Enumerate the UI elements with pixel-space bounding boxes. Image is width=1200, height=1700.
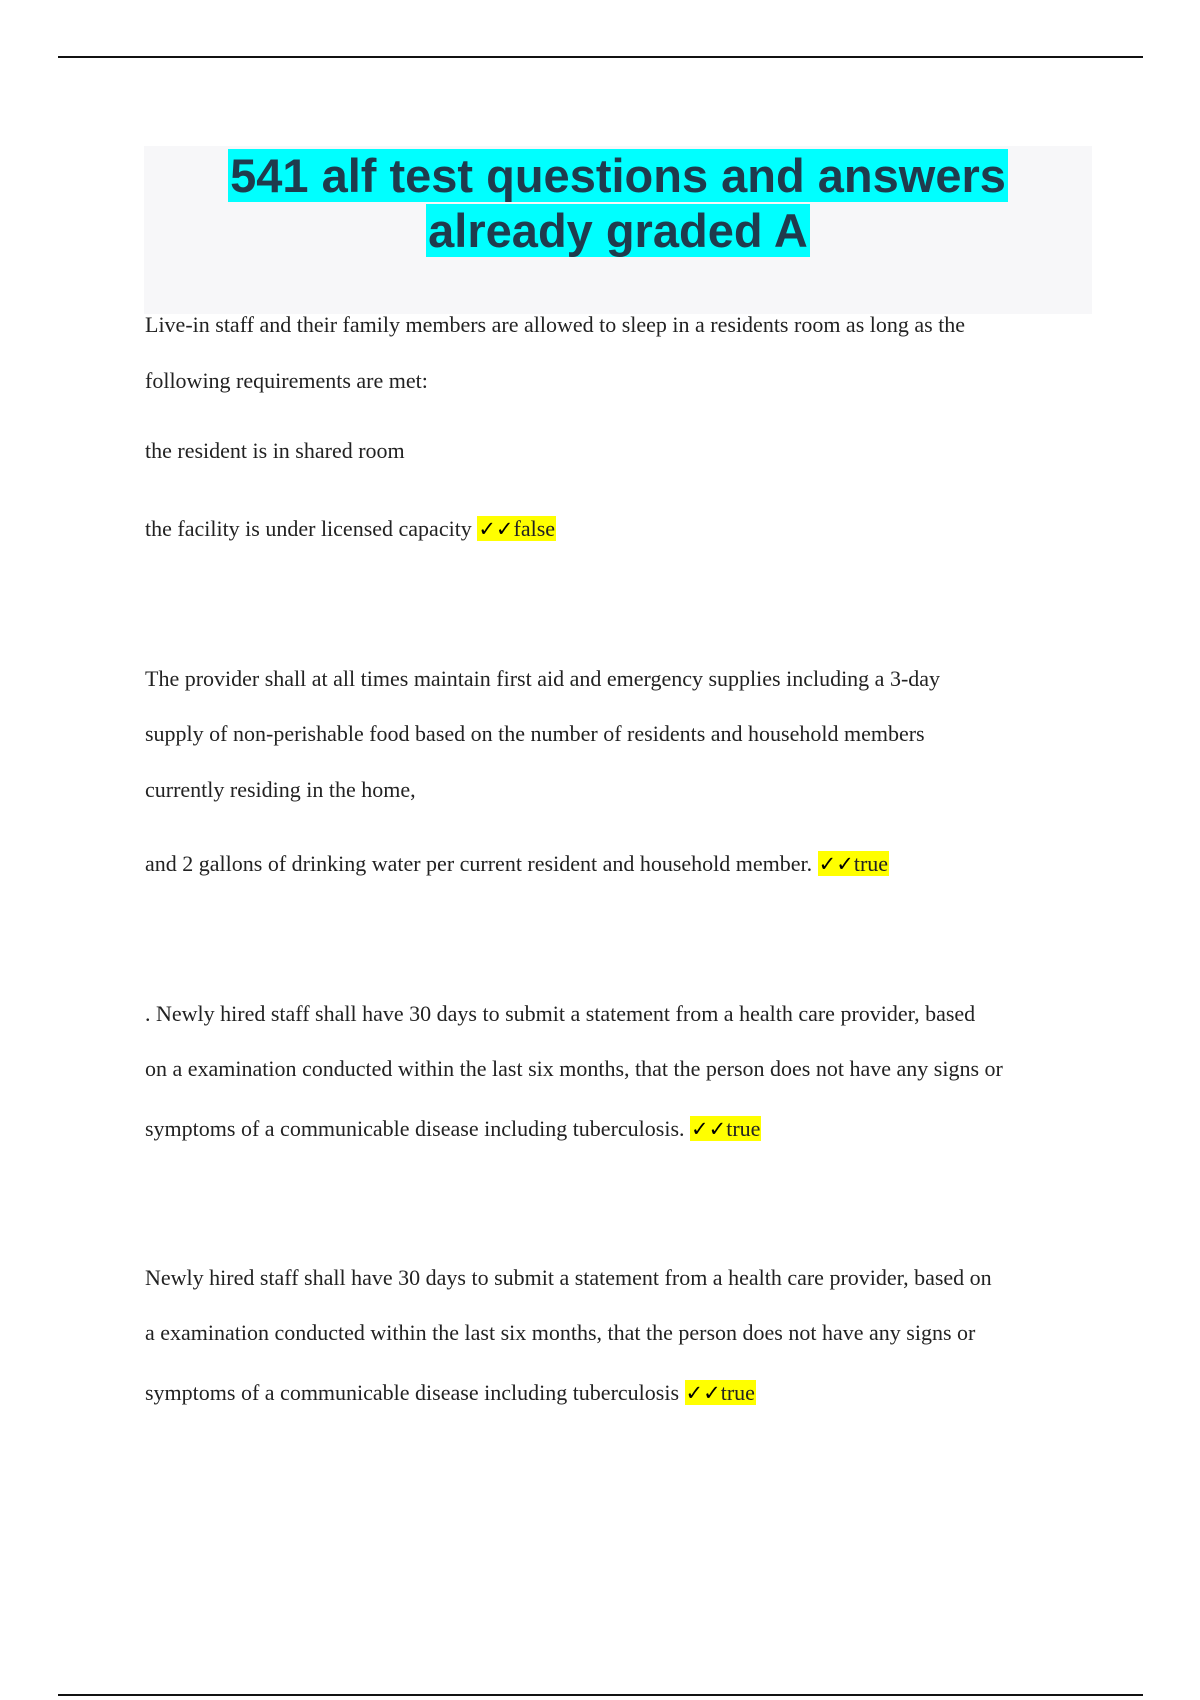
answer-badge bbox=[685, 1380, 756, 1405]
question-1-line-1: Live-in staff and their family members are allowed to sleep in a residents room as long as the bbox=[145, 312, 966, 337]
top-rule bbox=[58, 56, 1143, 58]
answer-badge bbox=[477, 516, 556, 541]
question-4-line-3-text: symptoms of a communicable disease including tuberculosis bbox=[145, 1380, 685, 1405]
answer-text: true bbox=[720, 1380, 755, 1405]
question-1-line-4-text: the facility is under licensed capacity bbox=[145, 516, 478, 541]
double-check-icon: ✓✓ bbox=[818, 852, 854, 876]
question-3-line-3 bbox=[145, 1114, 761, 1144]
double-check-icon: ✓✓ bbox=[478, 517, 514, 541]
double-check-icon: ✓✓ bbox=[685, 1381, 721, 1405]
answer-text: true bbox=[726, 1116, 761, 1141]
question-3-line-2: on a examination conducted within the last six months, that the person does not have any signs or bbox=[145, 1056, 1003, 1081]
question-1-line-3: the resident is in shared room bbox=[145, 438, 405, 463]
question-2-line-4 bbox=[145, 849, 889, 879]
question-1-line-4 bbox=[145, 514, 556, 544]
answer-text: false bbox=[513, 516, 556, 541]
question-3-line-3-text: symptoms of a communicable disease including tuberculosis. bbox=[145, 1116, 691, 1141]
title-box bbox=[144, 146, 1092, 314]
bottom-rule bbox=[58, 1694, 1143, 1696]
question-4-line-2: a examination conducted within the last six months, that the person does not have any signs or bbox=[145, 1320, 976, 1345]
answer-text: true bbox=[853, 851, 889, 876]
document-title bbox=[144, 146, 1092, 258]
question-2-line-1: The provider shall at all times maintain first aid and emergency supplies including a 3-day bbox=[145, 666, 941, 691]
question-2-line-3: currently residing in the home, bbox=[145, 777, 416, 802]
question-3-line-1: . Newly hired staff shall have 30 days to submit a statement from a health care provider, based bbox=[145, 1001, 976, 1026]
question-2-line-4-text: and 2 gallons of drinking water per current resident and household member. bbox=[145, 851, 818, 876]
question-1-line-2: following requirements are met: bbox=[145, 368, 428, 393]
question-4-line-1: Newly hired staff shall have 30 days to submit a statement from a health care provider, based on bbox=[145, 1265, 992, 1290]
answer-badge bbox=[690, 1116, 761, 1141]
double-check-icon: ✓✓ bbox=[691, 1117, 727, 1141]
question-4-line-3 bbox=[145, 1378, 756, 1408]
answer-badge bbox=[818, 851, 889, 876]
title-line-1: 541 alf test questions and answers bbox=[230, 149, 1006, 202]
title-line-2: already graded A bbox=[428, 204, 808, 257]
question-2-line-2: supply of non-perishable food based on the number of residents and household members bbox=[145, 721, 925, 746]
